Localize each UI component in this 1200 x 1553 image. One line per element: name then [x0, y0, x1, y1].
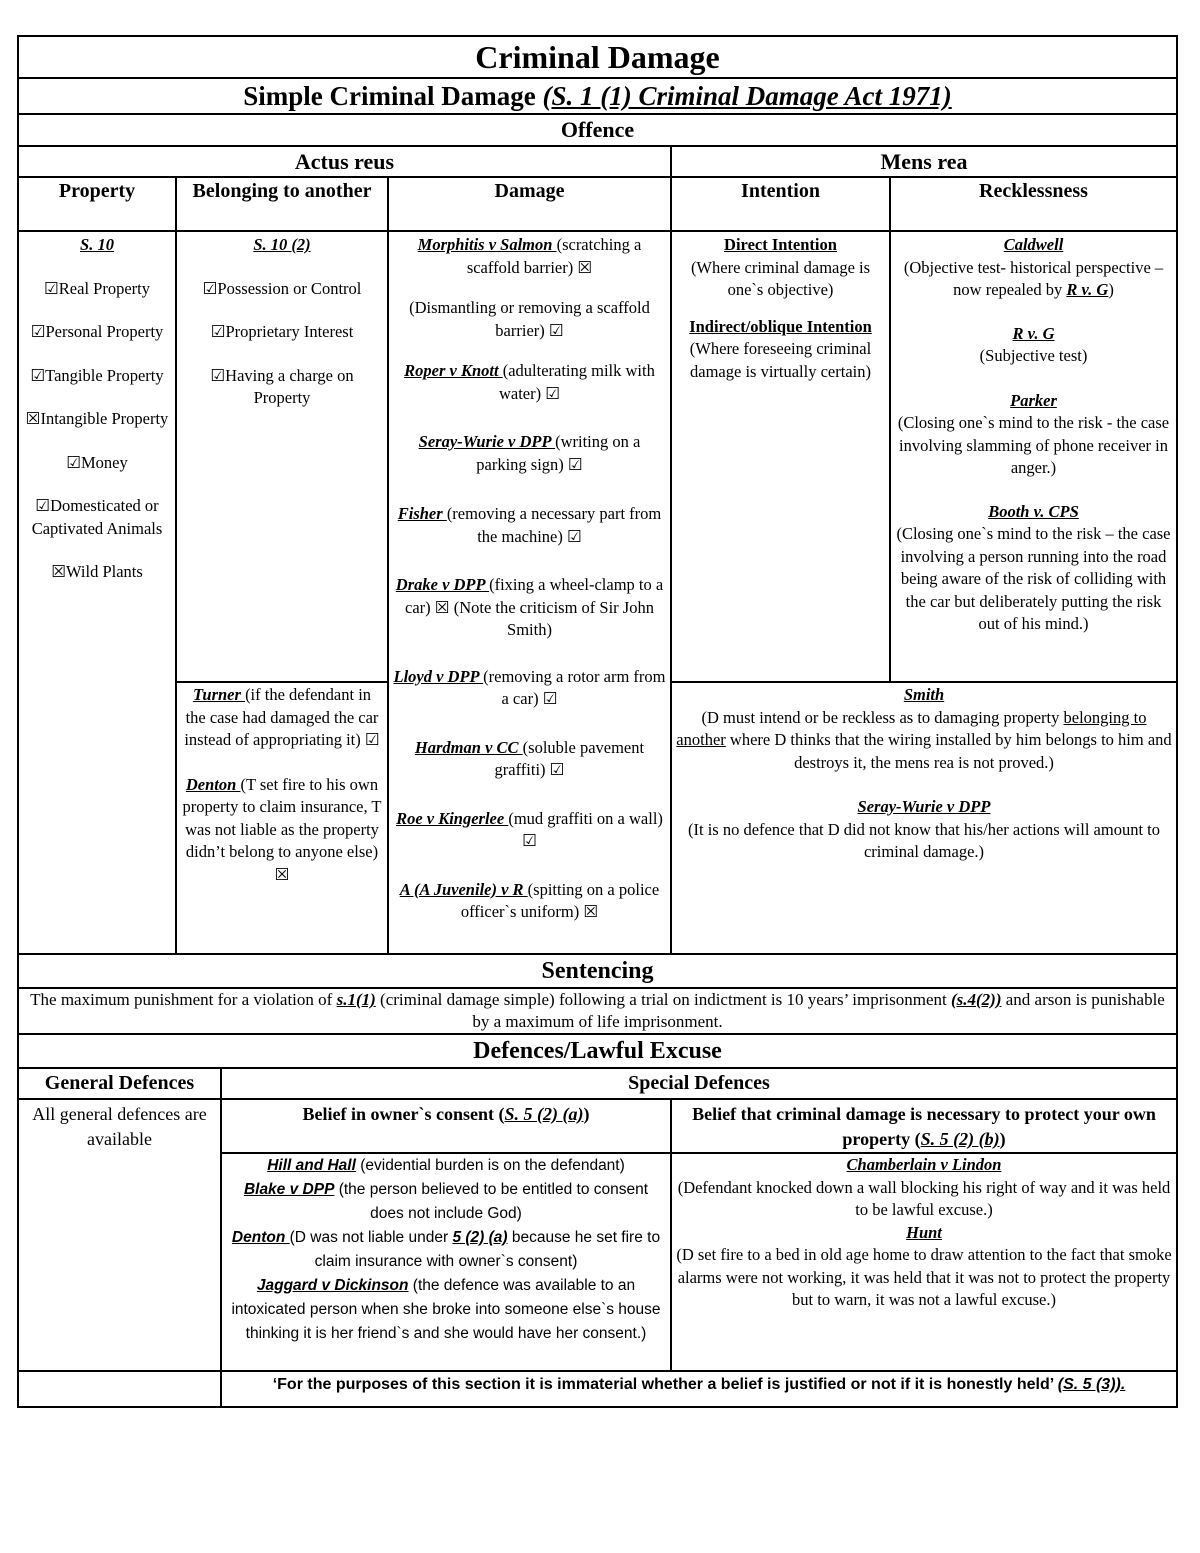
property-section: S. 10 — [80, 235, 114, 254]
property-item: ☑Tangible Property — [30, 365, 164, 385]
consent-cases-cell — [221, 1153, 671, 1371]
indirect-intention-text: (Where foreseeing criminal damage is virtually certain) — [689, 339, 872, 381]
direct-intention-text: (Where criminal damage is one`s objective) — [690, 257, 871, 299]
subtitle-act: (S. 1 (1) Criminal Damage Act 1971) — [542, 81, 952, 111]
page-title: Criminal Damage — [18, 36, 1177, 78]
damage-case: Hardman v CC (soluble pavement graffiti) ☑ — [414, 737, 645, 779]
footer-empty-cell — [18, 1371, 221, 1407]
parker-case: Parker — [1010, 390, 1057, 410]
belonging-section: S. 10 (2) — [253, 235, 311, 254]
property-item: ☑Domesticated or Captivated Animals — [31, 496, 163, 538]
rvg-text: (Subjective test) — [979, 346, 1088, 365]
check-icon: ☑ — [210, 365, 226, 385]
damage-case: Roe v Kingerlee (mud graffiti on a wall) ☑ — [396, 808, 663, 850]
hill-case: Hill and Hall (evidential burden is on the defendant) — [267, 1157, 625, 1174]
recklessness-cell — [890, 231, 1177, 682]
belonging-case: Denton (T set fire to his own property to claim insurance, T was not liable as the property didn’t belong to anyone else) ☒ — [182, 774, 382, 884]
damage-column-header: Damage — [388, 177, 671, 231]
property-item: ☑Real Property — [44, 278, 150, 298]
belonging-cases-cell — [176, 682, 388, 954]
jaggard-case: Jaggard v Dickinson (the defence was available to an intoxicated person when she broke into someone else`s house thinking it is her friend`s and she would have her consent.) — [231, 1277, 661, 1342]
chamberlain-text: (Defendant knocked down a wall blocking his right of way and it was held to be lawful excuse.) — [677, 1177, 1171, 1219]
offence-heading: Offence — [18, 114, 1177, 146]
seray-case: Seray-Wurie v DPP — [857, 797, 991, 816]
caldwell-case: Caldwell — [1003, 235, 1064, 254]
criminal-damage-table — [17, 35, 1178, 1408]
denton-case: Denton (D was not liable under 5 (2) (a) because he set fire to claim insurance with owner`s consent) — [231, 1229, 661, 1270]
belonging-column-header: Belonging to another — [176, 177, 388, 231]
property-column-header: Property — [18, 177, 176, 231]
chamberlain-case: Chamberlain v Lindon — [846, 1155, 1002, 1174]
indirect-intention-title: Indirect/oblique Intention — [689, 316, 872, 336]
special-defences-header: Special Defences — [221, 1068, 1177, 1099]
intention-cell — [671, 231, 890, 682]
check-icon: ☑ — [30, 365, 46, 385]
check-icon: ☑ — [66, 452, 82, 472]
rvg-case: R v. G — [1012, 323, 1055, 343]
damage-case: Fisher (removing a necessary part from the machine) ☑ — [397, 504, 662, 546]
smith-text: (D must intend or be reckless as to damaging property belonging to another where D thinks that the wiring installed by him belongs to him and destroys it, the mens rea is not proved.) — [676, 707, 1172, 772]
general-defences-text: All general defences are available — [18, 1099, 221, 1371]
consent-header: Belief in owner`s consent (S. 5 (2) (a)) — [221, 1099, 671, 1153]
damage-case: Morphitis v Salmon (scratching a scaffold barrier) ☒ — [417, 235, 642, 277]
belonging-cell — [176, 231, 388, 682]
hunt-text: (D set fire to a bed in old age home to draw attention to the fact that smoke alarms were not working, it was held that it was not to protect the property but to warn, it was not a lawful excuse.) — [676, 1245, 1172, 1309]
recklessness-column-header: Recklessness — [890, 177, 1177, 231]
property-cell — [18, 231, 176, 954]
footer-text: ‘For the purposes of this section it is immaterial whether a belief is justified or not if it is honestly held’ (S. 5 (3)). — [221, 1371, 1177, 1407]
protect-cases-cell — [671, 1153, 1177, 1371]
damage-case: A (A Juvenile) v R (spitting on a police officer`s uniform) ☒ — [399, 879, 660, 921]
booth-case: Booth v. CPS — [988, 501, 1079, 521]
check-icon: ☑ — [30, 322, 46, 341]
damage-case: Seray-Wurie v DPP (writing on a parking sign) ☑ — [418, 432, 641, 474]
property-item: ☑Money — [66, 452, 128, 472]
sentencing-heading: Sentencing — [18, 954, 1177, 988]
belonging-item: ☑Possession or Control — [202, 278, 362, 298]
damage-case: Drake v DPP (fixing a wheel-clamp to a car) ☒ (Note the criticism of Sir John Smith) — [395, 575, 664, 639]
cross-icon: ☒ — [51, 562, 66, 581]
mens-rea-heading: Mens rea — [671, 146, 1177, 177]
blake-case: Blake v DPP (the person believed to be entitled to consent does not include God) — [243, 1181, 649, 1222]
actus-reus-heading: Actus reus — [18, 146, 671, 177]
direct-intention-title: Direct Intention — [724, 235, 837, 254]
document — [17, 35, 1176, 1408]
protect-header: Belief that criminal damage is necessary to protect your own property (S. 5 (2) (b)) — [671, 1099, 1177, 1153]
seray-text: (It is no defence that D did not know that his/her actions will amount to criminal damage.) — [688, 819, 1160, 861]
general-defences-header: General Defences — [18, 1068, 221, 1099]
check-icon: ☑ — [210, 322, 226, 341]
property-item: ☒Intangible Property — [25, 409, 169, 428]
hunt-case: Hunt — [906, 1222, 942, 1242]
damage-case: Lloyd v DPP (removing a rotor arm from a car) ☑ — [393, 666, 666, 708]
damage-case: (Dismantling or removing a scaffold barrier) ☑ — [409, 298, 650, 340]
damage-cell — [388, 231, 671, 954]
intention-column-header: Intention — [671, 177, 890, 231]
belonging-case: Turner (if the defendant in the case had damaged the car instead of appropriating it) ☑ — [184, 685, 380, 749]
property-item: ☑Personal Property — [30, 322, 164, 341]
parker-text: (Closing one`s mind to the risk - the case involving slamming of phone receiver in anger.) — [897, 413, 1170, 477]
sentencing-text: The maximum punishment for a violation of s.1(1) (criminal damage simple) following a trial on indictment is 10 years’ imprisonment (s.4(2)) and arson is punishable by a maximum of life imprisonment. — [18, 988, 1177, 1034]
belonging-item: ☑Proprietary Interest — [210, 322, 354, 341]
belonging-item: ☑Having a charge on Property — [210, 365, 354, 407]
mens-rea-cases-cell — [671, 682, 1177, 954]
property-item: ☒Wild Plants — [51, 562, 143, 581]
cross-icon: ☒ — [25, 409, 41, 428]
booth-text: (Closing one`s mind to the risk – the case involving a person running into the road being aware of the risk of colliding with the car but deliberately putting the risk out of his mind.) — [896, 524, 1171, 633]
damage-case: Roper v Knott (adulterating milk with water) ☑ — [404, 361, 655, 403]
smith-case: Smith — [903, 685, 945, 704]
subtitle-main: Simple Criminal Damage — [243, 81, 543, 111]
check-icon: ☑ — [35, 496, 51, 515]
defences-heading: Defences/Lawful Excuse — [18, 1034, 1177, 1068]
subtitle — [18, 78, 1177, 114]
check-icon: ☑ — [202, 278, 218, 298]
check-icon: ☑ — [44, 278, 59, 298]
caldwell-text: (Objective test- historical perspective – now repealed by R v. G) — [903, 257, 1164, 299]
